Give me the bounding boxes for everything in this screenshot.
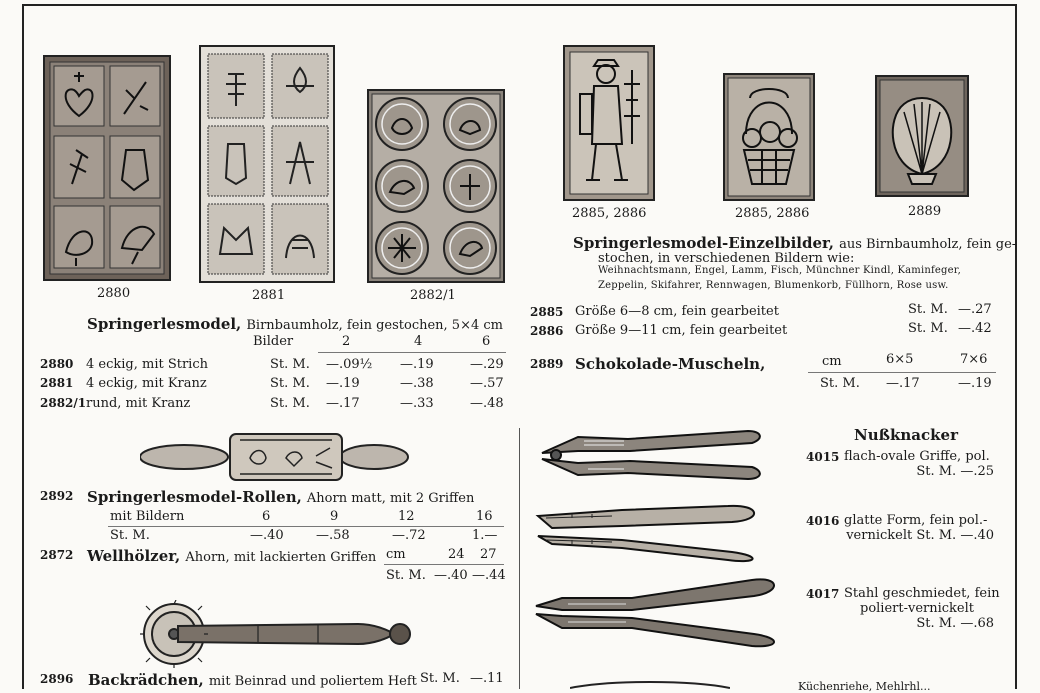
springerle-title: Springerlesmodel, — [87, 315, 242, 333]
mold-2881-image — [198, 44, 336, 284]
springerle-header-2: 2 — [342, 334, 351, 349]
pastry-wheel-image — [138, 600, 414, 668]
backradchen-code: 2896 — [40, 672, 74, 686]
mold-2885-man-caption: 2885, 2886 — [572, 206, 647, 221]
nussknacker-heading: Nußknacker — [854, 426, 959, 444]
backradchen-desc: mit Beinrad und poliertem Heft — [208, 674, 417, 689]
row-desc: 4 eckig, mit Strich — [86, 357, 208, 372]
muscheln-title: Schokolade-Muscheln, — [575, 355, 766, 373]
muscheln-rule — [808, 372, 996, 373]
row-unit: St. M. — [270, 357, 310, 372]
nutcracker-4016-image — [532, 496, 766, 566]
item-line3: St. M. —.68 — [916, 616, 994, 631]
row-price-4: —.38 — [400, 376, 434, 391]
wellholzer-unit-label: cm — [386, 547, 406, 562]
mold-2885-basket-image — [722, 72, 816, 202]
rollen-price: —.40 — [250, 528, 284, 543]
item-line1: flach-ovale Griffe, pol. — [844, 449, 990, 464]
rollen-desc: Ahorn matt, mit 2 Griffen — [306, 491, 475, 506]
top-border — [22, 4, 1017, 6]
mold-2889-shell-caption: 2889 — [908, 204, 942, 219]
nutcracker-4017-image — [532, 576, 784, 648]
springerle-desc: Birnbaumholz, fein gestochen, 5×4 cm — [246, 318, 503, 333]
row-unit: St. M. — [908, 321, 948, 336]
rollen-size: 6 — [262, 509, 271, 524]
mold-2882-1-image — [366, 88, 506, 284]
rollen-code: 2892 — [40, 489, 74, 503]
row-price-6: —.57 — [470, 376, 504, 391]
row-desc: 4 eckig, mit Kranz — [86, 376, 207, 391]
rollen-title: Springerlesmodel-Rollen, — [87, 488, 302, 506]
springerle-header-rule — [318, 352, 506, 353]
springerle-header-label: Bilder — [253, 334, 294, 349]
muscheln-unit-label: cm — [822, 354, 842, 369]
mold-2882-1-caption: 2882/1 — [410, 288, 456, 303]
row-unit: St. M. — [270, 396, 310, 411]
right-border — [1015, 4, 1017, 689]
item-line2: St. M. —.25 — [916, 464, 994, 479]
einzel-list1: Weihnachtsmann, Engel, Lamm, Fisch, Münchner Kindl, Kaminfeger, — [598, 265, 962, 276]
row-code: 2882/1 — [40, 396, 87, 410]
rollen-rule — [108, 526, 504, 527]
muscheln-code: 2889 — [530, 357, 564, 371]
wellholzer-title: Wellhölzer, — [87, 547, 181, 565]
wellholzer-size: 27 — [480, 547, 497, 562]
mold-2880-caption: 2880 — [97, 286, 131, 301]
item-line1: glatte Form, fein pol.- — [844, 513, 988, 528]
item-line2: poliert-vernickelt — [860, 601, 975, 616]
einzel-desc1: aus Birnbaumholz, fein ge- — [839, 237, 1017, 252]
row-price: —.27 — [958, 302, 992, 317]
mold-2885-basket-caption: 2885, 2886 — [735, 206, 810, 221]
rollen-heading — [87, 487, 474, 506]
rollen-unit: St. M. — [110, 528, 150, 543]
row-price: —.42 — [958, 321, 992, 336]
row-unit: St. M. — [908, 302, 948, 317]
wellholzer-rule — [384, 564, 504, 565]
bottom-item-fragment-image — [570, 680, 730, 689]
wellholzer-heading — [87, 546, 376, 565]
wellholzer-price-label: St. M. — [386, 568, 426, 583]
muscheln-price-label: St. M. — [820, 376, 860, 391]
rollen-size: 12 — [398, 509, 415, 524]
row-code: 2886 — [530, 324, 564, 338]
row-price-2: —.17 — [326, 396, 360, 411]
rollen-size: 16 — [476, 509, 493, 524]
springerle-header-4: 4 — [414, 334, 423, 349]
item-code: 4017 — [806, 587, 840, 601]
einzel-list2: Zeppelin, Skifahrer, Rennwagen, Blumenkorb, Füllhorn, Rose usw. — [598, 280, 949, 291]
muscheln-size: 6×5 — [886, 352, 914, 367]
rollen-size: 9 — [330, 509, 339, 524]
einzel-desc2: stochen, in verschiedenen Bildern wie: — [598, 251, 855, 266]
rollen-price: 1.— — [472, 528, 498, 543]
springerle-heading — [87, 314, 503, 333]
bottom-text-fragment: Küchenriehe, Mehlrhl... — [798, 680, 931, 693]
rollen-price: —.72 — [392, 528, 426, 543]
wellholzer-price: —.44 — [472, 568, 506, 583]
row-price-2: —.19 — [326, 376, 360, 391]
nutcracker-4015-image — [538, 425, 764, 487]
row-price-2: —.09½ — [326, 357, 373, 372]
springerle-header-6: 6 — [482, 334, 491, 349]
row-price-4: —.19 — [400, 357, 434, 372]
mold-2880-image — [42, 54, 172, 282]
rolling-pin-image — [140, 428, 410, 484]
row-desc: Größe 9—11 cm, fein gearbeitet — [575, 323, 788, 338]
mold-2881-caption: 2881 — [252, 288, 286, 303]
row-price-4: —.33 — [400, 396, 434, 411]
item-line2: vernickelt St. M. —.40 — [846, 528, 994, 543]
wellholzer-price: —.40 — [434, 568, 468, 583]
rollen-price: —.58 — [316, 528, 350, 543]
row-desc: rund, mit Kranz — [86, 396, 191, 411]
backradchen-title: Backrädchen, — [88, 671, 204, 689]
rollen-label: mit Bildern — [110, 509, 185, 524]
item-code: 4016 — [806, 514, 840, 528]
mold-2885-man-image — [562, 44, 656, 202]
row-price-6: —.29 — [470, 357, 504, 372]
row-code: 2880 — [40, 357, 74, 371]
item-code: 4015 — [806, 450, 840, 464]
row-unit: St. M. — [270, 376, 310, 391]
einzel-heading — [573, 233, 1016, 252]
einzel-title: Springerlesmodel-Einzelbilder, — [573, 234, 835, 252]
backradchen-heading — [88, 670, 417, 689]
backradchen-unit: St. M. — [420, 671, 460, 686]
column-divider — [519, 428, 520, 689]
item-line1: Stahl geschmiedet, fein — [844, 586, 1000, 601]
backradchen-price: —.11 — [470, 671, 504, 686]
wellholzer-desc: Ahorn, mit lackierten Griffen — [185, 550, 377, 565]
row-code: 2885 — [530, 305, 564, 319]
muscheln-size: 7×6 — [960, 352, 988, 367]
mold-2889-shell-image — [874, 74, 970, 198]
row-desc: Größe 6—8 cm, fein gearbeitet — [575, 304, 779, 319]
wellholzer-code: 2872 — [40, 548, 74, 562]
left-border — [22, 4, 24, 689]
row-code: 2881 — [40, 376, 74, 390]
muscheln-price: —.17 — [886, 376, 920, 391]
wellholzer-size: 24 — [448, 547, 465, 562]
muscheln-price: —.19 — [958, 376, 992, 391]
row-price-6: —.48 — [470, 396, 504, 411]
